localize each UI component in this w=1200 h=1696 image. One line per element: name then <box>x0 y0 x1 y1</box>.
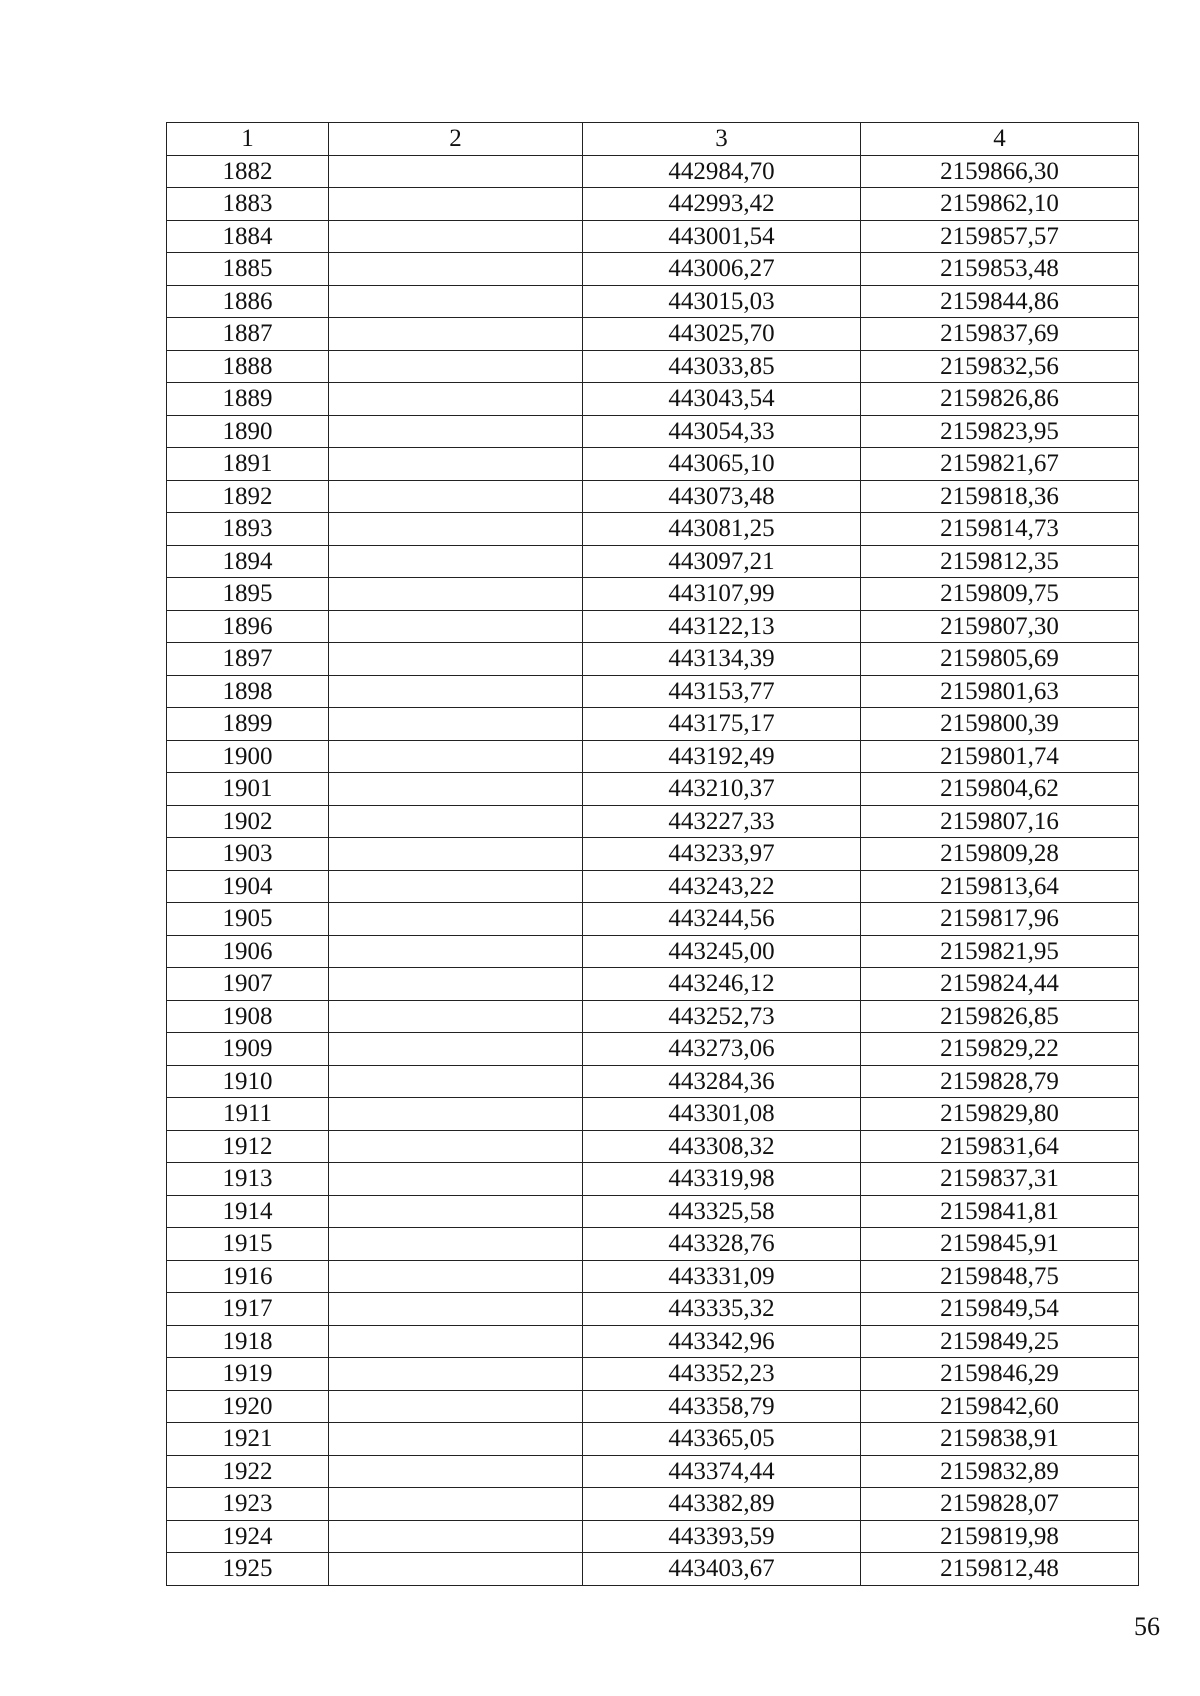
y-coordinate-cell: 2159826,86 <box>861 383 1139 416</box>
y-coordinate-cell: 2159812,35 <box>861 545 1139 578</box>
x-coordinate-cell: 442984,70 <box>583 155 861 188</box>
point-number-cell: 1925 <box>167 1553 329 1586</box>
x-coordinate-cell: 443252,73 <box>583 1000 861 1033</box>
point-number-cell: 1905 <box>167 903 329 936</box>
table-row <box>167 253 1139 286</box>
x-coordinate-cell: 443244,56 <box>583 903 861 936</box>
empty-cell <box>329 1228 583 1261</box>
empty-cell <box>329 675 583 708</box>
point-number-cell: 1910 <box>167 1065 329 1098</box>
table-row <box>167 740 1139 773</box>
table-row <box>167 805 1139 838</box>
y-coordinate-cell: 2159853,48 <box>861 253 1139 286</box>
empty-cell <box>329 1358 583 1391</box>
x-coordinate-cell: 443243,22 <box>583 870 861 903</box>
point-number-cell: 1919 <box>167 1358 329 1391</box>
point-number-cell: 1913 <box>167 1163 329 1196</box>
y-coordinate-cell: 2159818,36 <box>861 480 1139 513</box>
point-number-cell: 1918 <box>167 1325 329 1358</box>
empty-cell <box>329 643 583 676</box>
x-coordinate-cell: 443001,54 <box>583 220 861 253</box>
x-coordinate-cell: 443006,27 <box>583 253 861 286</box>
x-coordinate-cell: 443365,05 <box>583 1423 861 1456</box>
x-coordinate-cell: 443081,25 <box>583 513 861 546</box>
point-number-cell: 1903 <box>167 838 329 871</box>
table-row <box>167 1358 1139 1391</box>
empty-cell <box>329 188 583 221</box>
column-header-1: 1 <box>167 123 329 156</box>
point-number-cell: 1886 <box>167 285 329 318</box>
empty-cell <box>329 935 583 968</box>
table-row <box>167 935 1139 968</box>
y-coordinate-cell: 2159814,73 <box>861 513 1139 546</box>
empty-cell <box>329 1033 583 1066</box>
x-coordinate-cell: 443065,10 <box>583 448 861 481</box>
y-coordinate-cell: 2159857,57 <box>861 220 1139 253</box>
x-coordinate-cell: 443284,36 <box>583 1065 861 1098</box>
point-number-cell: 1896 <box>167 610 329 643</box>
x-coordinate-cell: 443097,21 <box>583 545 861 578</box>
x-coordinate-cell: 443308,32 <box>583 1130 861 1163</box>
y-coordinate-cell: 2159813,64 <box>861 870 1139 903</box>
empty-cell <box>329 1260 583 1293</box>
y-coordinate-cell: 2159821,95 <box>861 935 1139 968</box>
table-row <box>167 1423 1139 1456</box>
empty-cell <box>329 1520 583 1553</box>
y-coordinate-cell: 2159807,16 <box>861 805 1139 838</box>
table-row <box>167 220 1139 253</box>
y-coordinate-cell: 2159809,28 <box>861 838 1139 871</box>
y-coordinate-cell: 2159809,75 <box>861 578 1139 611</box>
y-coordinate-cell: 2159800,39 <box>861 708 1139 741</box>
x-coordinate-cell: 443319,98 <box>583 1163 861 1196</box>
table-row <box>167 675 1139 708</box>
empty-cell <box>329 383 583 416</box>
y-coordinate-cell: 2159805,69 <box>861 643 1139 676</box>
empty-cell <box>329 1325 583 1358</box>
table-row <box>167 1325 1139 1358</box>
x-coordinate-cell: 443227,33 <box>583 805 861 838</box>
point-number-cell: 1911 <box>167 1098 329 1131</box>
x-coordinate-cell: 443358,79 <box>583 1390 861 1423</box>
table-row <box>167 643 1139 676</box>
table-row <box>167 870 1139 903</box>
table-row <box>167 1228 1139 1261</box>
y-coordinate-cell: 2159848,75 <box>861 1260 1139 1293</box>
empty-cell <box>329 1000 583 1033</box>
table-row <box>167 610 1139 643</box>
point-number-cell: 1917 <box>167 1293 329 1326</box>
point-number-cell: 1924 <box>167 1520 329 1553</box>
y-coordinate-cell: 2159845,91 <box>861 1228 1139 1261</box>
empty-cell <box>329 1098 583 1131</box>
empty-cell <box>329 513 583 546</box>
empty-cell <box>329 1455 583 1488</box>
point-number-cell: 1907 <box>167 968 329 1001</box>
point-number-cell: 1882 <box>167 155 329 188</box>
y-coordinate-cell: 2159837,69 <box>861 318 1139 351</box>
x-coordinate-cell: 443134,39 <box>583 643 861 676</box>
y-coordinate-cell: 2159801,74 <box>861 740 1139 773</box>
point-number-cell: 1916 <box>167 1260 329 1293</box>
point-number-cell: 1921 <box>167 1423 329 1456</box>
y-coordinate-cell: 2159832,56 <box>861 350 1139 383</box>
x-coordinate-cell: 443342,96 <box>583 1325 861 1358</box>
table-row <box>167 383 1139 416</box>
table-row <box>167 285 1139 318</box>
empty-cell <box>329 870 583 903</box>
table-row <box>167 318 1139 351</box>
y-coordinate-cell: 2159841,81 <box>861 1195 1139 1228</box>
y-coordinate-cell: 2159829,80 <box>861 1098 1139 1131</box>
point-number-cell: 1884 <box>167 220 329 253</box>
empty-cell <box>329 545 583 578</box>
empty-cell <box>329 1553 583 1586</box>
y-coordinate-cell: 2159866,30 <box>861 155 1139 188</box>
point-number-cell: 1904 <box>167 870 329 903</box>
x-coordinate-cell: 443301,08 <box>583 1098 861 1131</box>
table-row <box>167 1390 1139 1423</box>
empty-cell <box>329 1488 583 1521</box>
point-number-cell: 1900 <box>167 740 329 773</box>
empty-cell <box>329 415 583 448</box>
table-row <box>167 968 1139 1001</box>
y-coordinate-cell: 2159823,95 <box>861 415 1139 448</box>
point-number-cell: 1923 <box>167 1488 329 1521</box>
x-coordinate-cell: 443331,09 <box>583 1260 861 1293</box>
empty-cell <box>329 773 583 806</box>
point-number-cell: 1888 <box>167 350 329 383</box>
y-coordinate-cell: 2159807,30 <box>861 610 1139 643</box>
table-row <box>167 708 1139 741</box>
x-coordinate-cell: 443015,03 <box>583 285 861 318</box>
empty-cell <box>329 318 583 351</box>
table-row <box>167 578 1139 611</box>
point-number-cell: 1891 <box>167 448 329 481</box>
coordinates-table <box>166 122 1139 1586</box>
point-number-cell: 1890 <box>167 415 329 448</box>
x-coordinate-cell: 443382,89 <box>583 1488 861 1521</box>
table-row <box>167 1520 1139 1553</box>
x-coordinate-cell: 443352,23 <box>583 1358 861 1391</box>
table-row <box>167 155 1139 188</box>
point-number-cell: 1897 <box>167 643 329 676</box>
table-row <box>167 513 1139 546</box>
y-coordinate-cell: 2159821,67 <box>861 448 1139 481</box>
table-row <box>167 773 1139 806</box>
empty-cell <box>329 1195 583 1228</box>
point-number-cell: 1889 <box>167 383 329 416</box>
y-coordinate-cell: 2159819,98 <box>861 1520 1139 1553</box>
y-coordinate-cell: 2159862,10 <box>861 188 1139 221</box>
point-number-cell: 1895 <box>167 578 329 611</box>
y-coordinate-cell: 2159828,79 <box>861 1065 1139 1098</box>
y-coordinate-cell: 2159829,22 <box>861 1033 1139 1066</box>
x-coordinate-cell: 443107,99 <box>583 578 861 611</box>
empty-cell <box>329 740 583 773</box>
empty-cell <box>329 1293 583 1326</box>
empty-cell <box>329 220 583 253</box>
point-number-cell: 1908 <box>167 1000 329 1033</box>
x-coordinate-cell: 443054,33 <box>583 415 861 448</box>
empty-cell <box>329 1390 583 1423</box>
table-row <box>167 1130 1139 1163</box>
y-coordinate-cell: 2159842,60 <box>861 1390 1139 1423</box>
point-number-cell: 1912 <box>167 1130 329 1163</box>
point-number-cell: 1909 <box>167 1033 329 1066</box>
table-row <box>167 1195 1139 1228</box>
x-coordinate-cell: 443245,00 <box>583 935 861 968</box>
table-row <box>167 838 1139 871</box>
table-row <box>167 188 1139 221</box>
x-coordinate-cell: 443025,70 <box>583 318 861 351</box>
y-coordinate-cell: 2159828,07 <box>861 1488 1139 1521</box>
empty-cell <box>329 253 583 286</box>
point-number-cell: 1922 <box>167 1455 329 1488</box>
y-coordinate-cell: 2159824,44 <box>861 968 1139 1001</box>
point-number-cell: 1901 <box>167 773 329 806</box>
point-number-cell: 1902 <box>167 805 329 838</box>
table-row <box>167 1098 1139 1131</box>
empty-cell <box>329 1163 583 1196</box>
x-coordinate-cell: 443043,54 <box>583 383 861 416</box>
y-coordinate-cell: 2159846,29 <box>861 1358 1139 1391</box>
y-coordinate-cell: 2159817,96 <box>861 903 1139 936</box>
table-row <box>167 903 1139 936</box>
empty-cell <box>329 285 583 318</box>
x-coordinate-cell: 443393,59 <box>583 1520 861 1553</box>
page-number: 56 <box>1134 1612 1160 1641</box>
empty-cell <box>329 578 583 611</box>
y-coordinate-cell: 2159831,64 <box>861 1130 1139 1163</box>
column-header-4: 4 <box>861 123 1139 156</box>
x-coordinate-cell: 443328,76 <box>583 1228 861 1261</box>
point-number-cell: 1915 <box>167 1228 329 1261</box>
point-number-cell: 1920 <box>167 1390 329 1423</box>
x-coordinate-cell: 443192,49 <box>583 740 861 773</box>
y-coordinate-cell: 2159844,86 <box>861 285 1139 318</box>
point-number-cell: 1883 <box>167 188 329 221</box>
point-number-cell: 1887 <box>167 318 329 351</box>
table-row <box>167 480 1139 513</box>
empty-cell <box>329 903 583 936</box>
empty-cell <box>329 838 583 871</box>
point-number-cell: 1893 <box>167 513 329 546</box>
empty-cell <box>329 155 583 188</box>
table-row <box>167 1033 1139 1066</box>
x-coordinate-cell: 443403,67 <box>583 1553 861 1586</box>
empty-cell <box>329 968 583 1001</box>
table-row <box>167 1260 1139 1293</box>
empty-cell <box>329 1130 583 1163</box>
empty-cell <box>329 448 583 481</box>
table-header <box>167 123 1139 156</box>
x-coordinate-cell: 443175,17 <box>583 708 861 741</box>
table-row <box>167 1293 1139 1326</box>
y-coordinate-cell: 2159801,63 <box>861 675 1139 708</box>
x-coordinate-cell: 443335,32 <box>583 1293 861 1326</box>
table-row <box>167 448 1139 481</box>
x-coordinate-cell: 443233,97 <box>583 838 861 871</box>
point-number-cell: 1899 <box>167 708 329 741</box>
table-row <box>167 1488 1139 1521</box>
y-coordinate-cell: 2159826,85 <box>861 1000 1139 1033</box>
table-row <box>167 1553 1139 1586</box>
table-row <box>167 415 1139 448</box>
table-body <box>167 155 1139 1585</box>
x-coordinate-cell: 443325,58 <box>583 1195 861 1228</box>
empty-cell <box>329 610 583 643</box>
y-coordinate-cell: 2159849,25 <box>861 1325 1139 1358</box>
x-coordinate-cell: 443210,37 <box>583 773 861 806</box>
table-row <box>167 350 1139 383</box>
column-header-3: 3 <box>583 123 861 156</box>
table-row <box>167 1065 1139 1098</box>
y-coordinate-cell: 2159838,91 <box>861 1423 1139 1456</box>
empty-cell <box>329 350 583 383</box>
column-header-2: 2 <box>329 123 583 156</box>
empty-cell <box>329 805 583 838</box>
y-coordinate-cell: 2159832,89 <box>861 1455 1139 1488</box>
point-number-cell: 1906 <box>167 935 329 968</box>
table-row <box>167 1163 1139 1196</box>
point-number-cell: 1892 <box>167 480 329 513</box>
x-coordinate-cell: 443153,77 <box>583 675 861 708</box>
empty-cell <box>329 1423 583 1456</box>
point-number-cell: 1898 <box>167 675 329 708</box>
x-coordinate-cell: 443374,44 <box>583 1455 861 1488</box>
x-coordinate-cell: 443122,13 <box>583 610 861 643</box>
y-coordinate-cell: 2159804,62 <box>861 773 1139 806</box>
point-number-cell: 1894 <box>167 545 329 578</box>
table-row <box>167 545 1139 578</box>
header-row <box>167 123 1139 156</box>
y-coordinate-cell: 2159837,31 <box>861 1163 1139 1196</box>
x-coordinate-cell: 443073,48 <box>583 480 861 513</box>
point-number-cell: 1914 <box>167 1195 329 1228</box>
point-number-cell: 1885 <box>167 253 329 286</box>
y-coordinate-cell: 2159849,54 <box>861 1293 1139 1326</box>
empty-cell <box>329 708 583 741</box>
table-row <box>167 1455 1139 1488</box>
table-row <box>167 1000 1139 1033</box>
x-coordinate-cell: 443273,06 <box>583 1033 861 1066</box>
x-coordinate-cell: 443033,85 <box>583 350 861 383</box>
x-coordinate-cell: 442993,42 <box>583 188 861 221</box>
empty-cell <box>329 1065 583 1098</box>
empty-cell <box>329 480 583 513</box>
x-coordinate-cell: 443246,12 <box>583 968 861 1001</box>
y-coordinate-cell: 2159812,48 <box>861 1553 1139 1586</box>
